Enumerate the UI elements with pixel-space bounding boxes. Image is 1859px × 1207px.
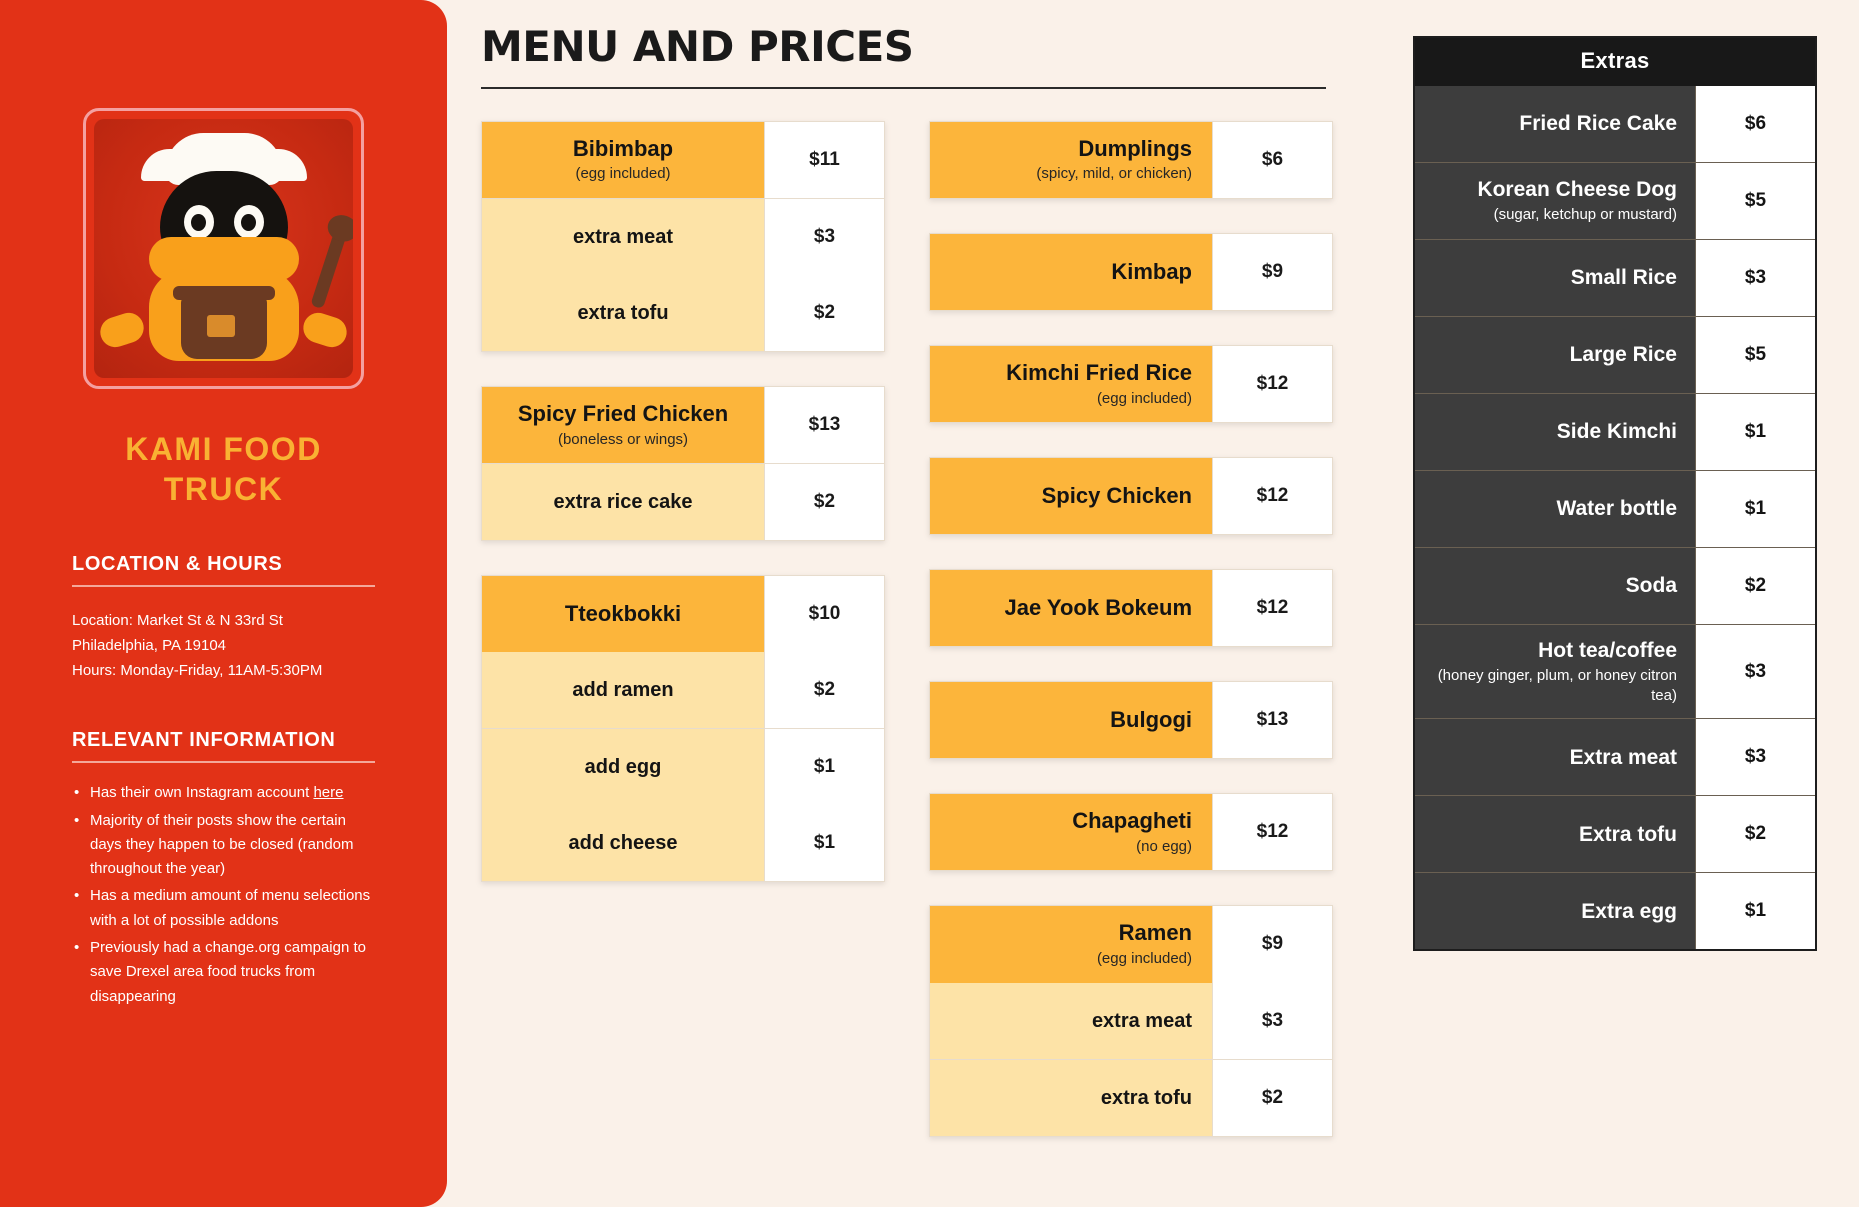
- menu-item-price: $3: [764, 199, 884, 275]
- extras-item-name: Large Rice: [1569, 343, 1677, 367]
- extras-row: [1415, 470, 1815, 547]
- menu-item-name-cell: [930, 346, 1212, 422]
- menu-item-price: $1: [764, 805, 884, 881]
- menu-item-price: $3: [1212, 983, 1332, 1059]
- extras-item-name: Extra egg: [1581, 899, 1677, 923]
- menu-item-name-cell: [482, 729, 764, 805]
- menu-item-name-cell: [482, 576, 764, 652]
- menu-group: [929, 345, 1333, 423]
- extras-item-subtext: (sugar, ketchup or mustard): [1493, 206, 1677, 224]
- page-title: MENU AND PRICES: [481, 22, 914, 71]
- menu-item-name-cell: [930, 682, 1212, 758]
- menu-item-row: [929, 681, 1333, 759]
- extras-item-name-cell: [1415, 317, 1695, 393]
- extras-item-price: $2: [1695, 796, 1815, 872]
- menu-item-row: [929, 233, 1333, 311]
- info-item-text: Previously had a change.org campaign to save Drexel area food trucks from disappearing: [90, 939, 367, 1005]
- menu-item-row: [929, 1059, 1333, 1137]
- instagram-link[interactable]: here: [313, 784, 344, 802]
- menu-item-row: [481, 274, 885, 352]
- menu-item-row: [481, 728, 885, 806]
- menu-item-price: $12: [1212, 794, 1332, 870]
- menu-item-name: add egg: [584, 755, 662, 778]
- duck-chef-logo-icon: [94, 119, 353, 378]
- menu-item-price: $2: [764, 275, 884, 351]
- menu-item-subtext: (egg included): [575, 165, 671, 183]
- menu-group: [481, 575, 885, 883]
- menu-column-left: [481, 121, 885, 1171]
- menu-item-name: Bulgogi: [1110, 707, 1192, 733]
- menu-group: [929, 569, 1333, 647]
- extras-item-name-cell: [1415, 719, 1695, 795]
- menu-item-row: [929, 569, 1333, 647]
- menu-item-name: Spicy Fried Chicken: [517, 401, 729, 427]
- menu-item-price: $2: [764, 464, 884, 540]
- menu-item-price: $2: [1212, 1060, 1332, 1136]
- extras-item-name-cell: [1415, 163, 1695, 239]
- menu-item-subtext: (egg included): [1096, 949, 1192, 967]
- menu-item-name: extra tofu: [1100, 1086, 1192, 1109]
- extras-item-price: $5: [1695, 163, 1815, 239]
- menu-item-row: [481, 651, 885, 729]
- extras-row: [1415, 795, 1815, 872]
- menu-item-name: Jae Yook Bokeum: [1004, 595, 1192, 621]
- sidebar: [0, 0, 447, 1207]
- extras-row: [1415, 718, 1815, 795]
- brand-name-line1: KAMI FOOD: [125, 431, 322, 467]
- location-hours-text: [72, 609, 375, 683]
- menu-item-subtext: (egg included): [1096, 389, 1192, 407]
- menu-group: [929, 681, 1333, 759]
- location-hours-heading: LOCATION & HOURS: [72, 553, 375, 587]
- extras-item-name: Extra meat: [1569, 745, 1677, 769]
- extras-item-name-cell: [1415, 394, 1695, 470]
- menu-item-name: Dumplings: [1078, 136, 1192, 161]
- extras-row: [1415, 393, 1815, 470]
- menu-item-name: Ramen: [1118, 920, 1192, 946]
- info-list-item: [72, 884, 375, 933]
- menu-item-name-cell: [930, 458, 1212, 534]
- menu-item-name-cell: [482, 387, 764, 463]
- extras-item-name-cell: [1415, 873, 1695, 949]
- extras-rows: [1415, 86, 1815, 949]
- menu-item-price: $11: [764, 122, 884, 198]
- menu-item-name-cell: [930, 1060, 1212, 1136]
- menu-item-row: [481, 121, 885, 199]
- extras-item-price: $3: [1695, 625, 1815, 718]
- extras-item-name: Small Rice: [1570, 266, 1677, 290]
- extras-row: [1415, 239, 1815, 316]
- menu-group: [929, 905, 1333, 1136]
- menu-item-price: $12: [1212, 458, 1332, 534]
- extras-row: [1415, 162, 1815, 239]
- menu-item-subtext: (no egg): [1136, 837, 1192, 855]
- relevant-information-heading: RELEVANT INFORMATION: [72, 729, 375, 763]
- menu-group: [481, 386, 885, 541]
- menu-item-row: [481, 198, 885, 276]
- title-divider: [481, 87, 1326, 89]
- menu-item-name-cell: [482, 652, 764, 728]
- extras-panel: [1413, 36, 1817, 951]
- menu-item-name: Tteokbokki: [564, 600, 682, 626]
- menu-item-price: $9: [1212, 234, 1332, 310]
- extras-item-price: $3: [1695, 719, 1815, 795]
- extras-heading: Extras: [1415, 38, 1815, 86]
- menu-item-name: extra meat: [572, 225, 674, 248]
- extras-row: [1415, 624, 1815, 718]
- menu-group: [481, 121, 885, 352]
- extras-item-name: Fried Rice Cake: [1519, 112, 1677, 136]
- extras-item-name: Extra tofu: [1578, 822, 1677, 846]
- menu-item-name-cell: [482, 199, 764, 275]
- menu-item-name-cell: [930, 794, 1212, 870]
- menu-item-subtext: (boneless or wings): [557, 430, 689, 448]
- extras-row: [1415, 872, 1815, 949]
- relevant-information-list: [72, 781, 375, 1009]
- extras-row: [1415, 547, 1815, 624]
- extras-item-price: $1: [1695, 873, 1815, 949]
- extras-item-price: $2: [1695, 548, 1815, 624]
- extras-item-name: Water bottle: [1556, 497, 1677, 521]
- extras-item-name: Hot tea/coffee: [1538, 639, 1677, 662]
- extras-item-price: $3: [1695, 240, 1815, 316]
- extras-item-price: $6: [1695, 86, 1815, 162]
- menu-item-row: [929, 345, 1333, 423]
- menu-item-name-cell: [930, 983, 1212, 1059]
- menu-item-row: [929, 905, 1333, 983]
- menu-item-name-cell: [930, 906, 1212, 982]
- menu-group: [929, 793, 1333, 871]
- menu-item-price: $2: [764, 652, 884, 728]
- menu-item-name: Kimbap: [1111, 258, 1192, 284]
- extras-item-name-cell: [1415, 471, 1695, 547]
- brand-name: [72, 429, 375, 509]
- menu-item-name-cell: [930, 234, 1212, 310]
- brand-name-line2: TRUCK: [163, 471, 284, 507]
- menu-item-name-cell: [930, 122, 1212, 198]
- menu-item-price: $10: [764, 576, 884, 652]
- extras-item-name: Soda: [1625, 574, 1677, 598]
- menu-item-row: [481, 804, 885, 882]
- info-list-item: [72, 781, 375, 805]
- menu-item-name-cell: [930, 570, 1212, 646]
- extras-row: [1415, 86, 1815, 162]
- menu-item-name: Chapagheti: [1072, 808, 1192, 834]
- menu-group: [929, 121, 1333, 199]
- menu-item-row: [929, 793, 1333, 871]
- menu-item-name-cell: [482, 275, 764, 351]
- menu-item-name-cell: [482, 805, 764, 881]
- menu-group: [929, 233, 1333, 311]
- hours-line: Hours: Monday-Friday, 11AM-5:30PM: [72, 661, 323, 679]
- extras-item-name: Korean Cheese Dog: [1477, 178, 1677, 202]
- menu-column-right: [929, 121, 1333, 1171]
- main-content: [447, 0, 1859, 1207]
- menu-item-row: [929, 121, 1333, 199]
- extras-item-name-cell: [1415, 240, 1695, 316]
- menu-item-row: [481, 386, 885, 464]
- extras-item-price: $1: [1695, 471, 1815, 547]
- menu-item-subtext: (spicy, mild, or chicken): [1036, 165, 1192, 183]
- extras-item-price: $1: [1695, 394, 1815, 470]
- menu-item-price: $6: [1212, 122, 1332, 198]
- extras-item-name-cell: [1415, 625, 1695, 718]
- location-line-2: Philadelphia, PA 19104: [72, 636, 227, 654]
- menu-item-row: [481, 463, 885, 541]
- info-list-item: [72, 809, 375, 882]
- menu-item-price: $1: [764, 729, 884, 805]
- location-line-1: Location: Market St & N 33rd St: [72, 612, 283, 629]
- extras-item-name-cell: [1415, 86, 1695, 162]
- menu-item-name: add ramen: [572, 679, 674, 702]
- menu-item-price: $9: [1212, 906, 1332, 982]
- menu-item-name: Spicy Chicken: [1041, 483, 1192, 509]
- menu-item-price: $12: [1212, 570, 1332, 646]
- menu-item-row: [929, 457, 1333, 535]
- menu-group: [929, 457, 1333, 535]
- menu-item-name: extra meat: [1091, 1010, 1192, 1033]
- menu-item-row: [481, 575, 885, 653]
- info-item-text: Has a medium amount of menu selections with a lot of possible addons: [90, 887, 371, 929]
- menu-item-name-cell: [482, 464, 764, 540]
- menu-item-row: [929, 982, 1333, 1060]
- menu-item-name: extra rice cake: [553, 490, 693, 513]
- extras-item-name-cell: [1415, 548, 1695, 624]
- extras-item-name-cell: [1415, 796, 1695, 872]
- info-item-text: Majority of their posts show the certain days they happen to be closed (random throughout the year): [90, 811, 354, 878]
- info-item-text: Has their own Instagram account: [90, 784, 314, 802]
- menu-item-name: Kimchi Fried Rice: [1006, 360, 1192, 386]
- menu-item-name: add cheese: [568, 832, 678, 855]
- menu-item-name: extra tofu: [577, 302, 669, 325]
- extras-row: [1415, 316, 1815, 393]
- info-list-item: [72, 936, 375, 1009]
- extras-item-name: Side Kimchi: [1556, 420, 1677, 444]
- menu-item-name: Bibimbap: [572, 136, 674, 161]
- logo-frame: [83, 108, 364, 389]
- extras-item-price: $5: [1695, 317, 1815, 393]
- menu-item-price: $12: [1212, 346, 1332, 422]
- menu-item-price: $13: [764, 387, 884, 463]
- extras-item-subtext: (honey ginger, plum, or honey citron tea): [1437, 667, 1677, 704]
- menu-item-price: $13: [1212, 682, 1332, 758]
- menu-item-name-cell: [482, 122, 764, 198]
